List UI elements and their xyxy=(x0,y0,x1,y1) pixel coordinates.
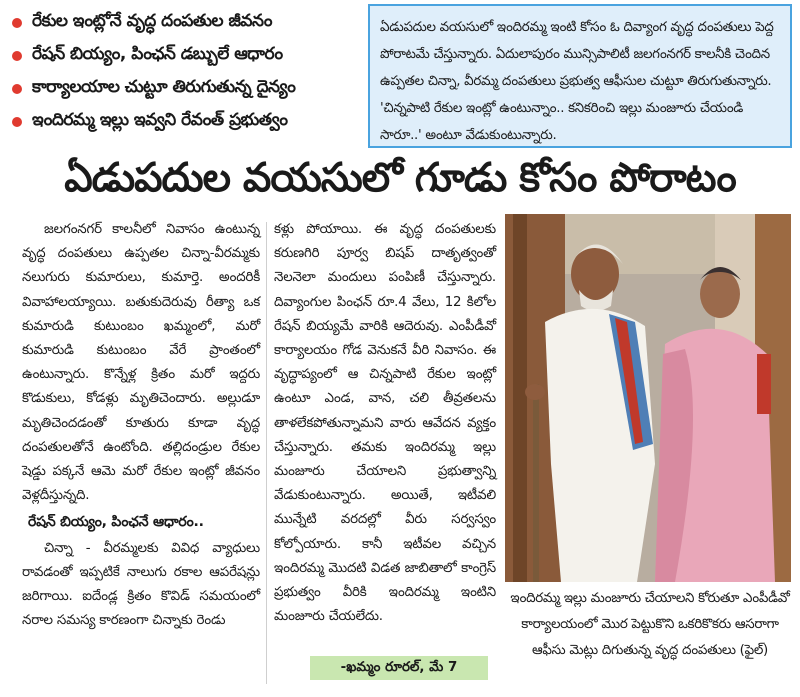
bullet-dot-icon xyxy=(12,117,22,127)
bullet-text: రేకుల ఇంట్లోనే వృద్ధ దంపతుల జీవనం xyxy=(32,10,273,31)
intro-box xyxy=(368,4,792,148)
bullet-dot-icon xyxy=(12,51,22,61)
bullet-text: ఇందిరమ్మ ఇల్లు ఇవ్వని రేవంత్ ప్రభుత్వం xyxy=(32,109,288,130)
bullet-item xyxy=(6,6,358,39)
photo-caption: ఇందిరమ్మ ఇల్లు మంజూరు చేయాలని కోరుతూ ఎంపీడీవో కార్యాలయంలో మొర పెట్టుకొని ఒకరికొకరు ఆసరాగా ఆఫీసు మెట్లు దిగుతున్న వృద్ధ దంపతులు (ఫైల్) xyxy=(510,591,790,658)
bullet-dot-icon xyxy=(12,84,22,94)
highlight-bullets xyxy=(6,6,358,138)
article-column-2 xyxy=(274,218,496,629)
article-subheading: రేషన్ బియ్యం, పింఛనే ఆధారం.. xyxy=(28,514,204,531)
bullet-text: కార్యాలయాల చుట్టూ తిరుగుతున్న దైన్యం xyxy=(32,76,296,97)
bullet-text: రేషన్ బియ్యం, పింఛన్ డబ్బులే ఆధారం xyxy=(32,43,283,64)
bullet-item xyxy=(6,39,358,72)
bullet-dot-icon xyxy=(12,18,22,28)
headline: ఏడుపదుల వయసులో గూడు కోసం పోరాటం xyxy=(64,155,736,201)
bullet-item xyxy=(6,105,358,138)
bullet-item xyxy=(6,72,358,105)
article-paragraph: కళ్లు పోయాయి. ఈ వృద్ధ దంపతులకు కరుణగిరి పూర్వ బిషప్ దాతృత్వంతో నెలనెలా మందులు పంపిణీ చేస్తున్నారు. దివ్యాంగుల పింఛన్ రూ.4 వేలు, 12 కిలోల రేషన్ బియ్యమే వారికి ఆదెరువు. ఎంపీడీవో కార్యాలయం గోడ వెనుకనే వీరి నివాసం. ఈ వృద్ధాప్యంలో ఆ చిన్నపాటి రేకుల ఇంట్లో ఉంటూ ఎండ, వాన, చలి తీవ్రతలను తాళలేకపోతున్నామని వారు ఆవేదన వ్యక్తం చేస్తున్నారు. తమకు ఇందిరమ్మ ఇల్లు మంజూరు చేయాలని ప్రభుత్వాన్ని వేడుకుంటున్నారు. అయితే, ఇటీవలి మున్నేటి వరదల్లో వీరు సర్వస్వం కోల్పోయారు. కానీ ఇటీవల వచ్చిన ఇందిరమ్మ మొదటి విడత జాబితాలో కాంగ్రెస్ ప్రభుత్వం వీరికి ఇందిరమ్మ ఇంటిని మంజూరు చేయలేదు. xyxy=(274,222,496,625)
intro-text: ఏడుపదుల వయసులో ఇందిరమ్మ ఇంటి కోసం ఓ దివ్యాంగ వృద్ధ దంపతులు పెద్ద పోరాటమే చేస్తున్నారు. ఏదులాపురం మున్సిపాలిటీ జలగంనగర్ కాలనీకి చెందిన ఉప్పతల చిన్నా, వీరమ్మ దంపతులు ప్రభుత్వ ఆఫీసుల చుట్టూ తిరుగుతున్నారు. 'చిన్నపాటి రేకుల ఇంట్లో ఉంటున్నాం.. కనికరించి ఇల్లు మంజూరు చేయండి సారూ..' అంటూ వేడుకుంటున్నారు. xyxy=(380,20,774,143)
article-paragraph: చిన్నా - వీరమ్మలకు వివిధ వ్యాధులు రావడంతో ఇప్పటికే నాలుగు రకాల ఆపరేషన్లు జరిగాయి. ఐదేండ్ల క్రితం కొవిడ్ సమయంలో నరాల సమస్య కారణంగా చిన్నాకు రెండు xyxy=(22,540,260,629)
elderly-couple-photo xyxy=(505,214,791,582)
article-paragraph: జలగంనగర్ కాలనీలో నివాసం ఉంటున్న వృద్ధ దంపతులు ఉప్పతల చిన్నా-వీరమ్మకు నలుగురు కుమారులు, కుమార్తె. అందరికీ వివాహాలయ్యాయి. బతుకుదెరువు రీత్యా ఒక కుమారుడి కుటుంబం ఖమ్మంలో, మరో కుమారుడి కుటుంబం వేరే ప్రాంతంలో ఉంటున్నారు. కొన్నేళ్ల క్రితం మరో ఇద్దరు కొడుకులు, కోడళ్లు మృతిచెందారు. అల్లుడూ మృతిచెందడంతో కూతురు కూడా వృద్ధ దంపతులతోనే ఉంటోంది. తల్లిదండ్రుల రేకుల షెడ్డు పక్కనే ఆమె మరో రేకుల ఇంట్లో జీవనం వెళ్లదీస్తున్నది. xyxy=(22,222,260,504)
dateline: -ఖమ్మం రూరల్, మే 7 xyxy=(310,656,488,680)
article-column-1 xyxy=(22,218,260,633)
column-divider xyxy=(266,222,267,684)
